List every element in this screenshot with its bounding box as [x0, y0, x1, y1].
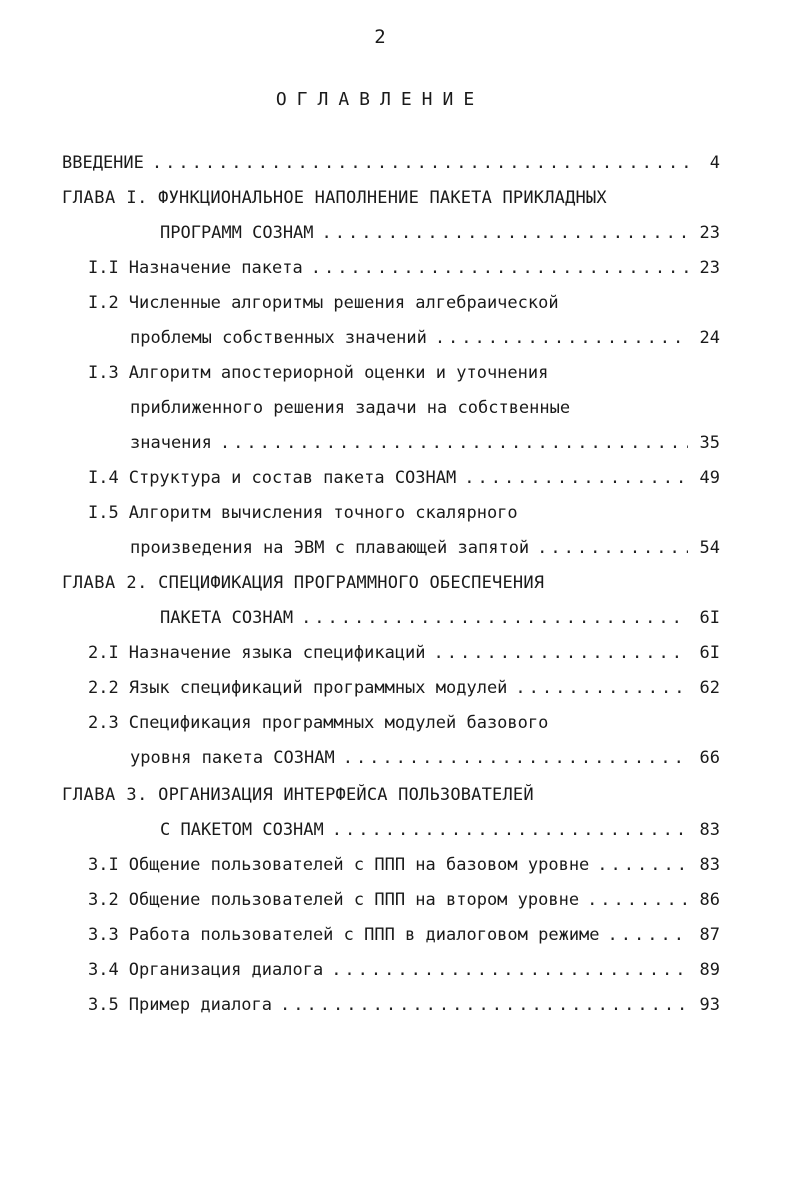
toc-page-number: 66 [699, 748, 720, 768]
section-number: I.5 [88, 503, 119, 523]
section-title: Назначение языка спецификаций [128, 643, 426, 663]
section-title: Алгоритм апостериорной оценки и уточнения [128, 363, 549, 383]
section-number: I.I [88, 258, 119, 278]
toc-section-2-1[interactable] [88, 636, 720, 670]
section-title: значения [130, 433, 212, 453]
section-title: Общение пользователей с ППП на базовом уровне [128, 855, 590, 875]
section-title: приближенного решения задачи на собственные [130, 398, 571, 418]
toc-page-number: 35 [699, 433, 720, 453]
chapter-title-line: ПРОГРАММ СОЗНАМ [160, 223, 314, 243]
toc-section-2-3-cont[interactable] [130, 741, 720, 775]
toc-page-number: 23 [699, 258, 720, 278]
leader-dots [220, 426, 688, 460]
toc-section-1-3-cont2[interactable] [130, 426, 720, 460]
leader-dots [587, 883, 688, 917]
chapter-2-heading-cont[interactable] [160, 601, 720, 635]
section-title: Работа пользователей с ППП в диалоговом режиме [128, 925, 600, 945]
chapter-label: ГЛАВА 3. [62, 785, 148, 805]
page-number: 2 [374, 26, 386, 48]
page-title: ОГЛАВЛЕНИЕ [275, 89, 485, 110]
toc-section-1-2-cont[interactable] [130, 321, 720, 355]
leader-dots [311, 251, 688, 285]
toc-page-number: 83 [699, 855, 720, 875]
chapter-title-line: ФУНКЦИОНАЛЬНОЕ НАПОЛНЕНИЕ ПАКЕТА ПРИКЛАДНЫХ [158, 188, 607, 208]
toc-page-number: 89 [699, 960, 720, 980]
toc-section-1-5[interactable] [88, 496, 518, 530]
leader-dots [343, 741, 688, 775]
toc-section-1-3[interactable] [88, 356, 548, 390]
toc-section-1-5-cont[interactable] [130, 531, 720, 565]
section-title: уровня пакета СОЗНАМ [130, 748, 335, 768]
toc-section-1-1[interactable] [88, 251, 720, 285]
leader-dots [515, 671, 688, 705]
section-title: Структура и состав пакета СОЗНАМ [128, 468, 457, 488]
leader-dots [152, 146, 688, 180]
section-title: Язык спецификаций программных модулей [128, 678, 508, 698]
toc-page-number: 62 [699, 678, 720, 698]
section-number: 2.3 [88, 713, 119, 733]
chapter-2-heading[interactable] [62, 566, 544, 600]
leader-dots [280, 988, 688, 1022]
leader-dots [464, 461, 688, 495]
toc-page-number: 93 [699, 995, 720, 1015]
toc-section-3-4[interactable] [88, 953, 720, 987]
toc-page-number: 49 [699, 468, 720, 488]
toc-section-3-2[interactable] [88, 883, 720, 917]
leader-dots [322, 216, 688, 250]
leader-dots [434, 636, 688, 670]
section-title: Численные алгоритмы решения алгебраической [128, 293, 559, 313]
toc-section-3-5[interactable] [88, 988, 720, 1022]
section-number: 3.5 [88, 995, 119, 1015]
toc-entry-intro[interactable] [62, 146, 720, 180]
toc-page-number: 83 [699, 820, 720, 840]
leader-dots [301, 601, 688, 635]
section-title: Алгоритм вычисления точного скалярного [128, 503, 518, 523]
leader-dots [435, 321, 688, 355]
section-number: 2.I [88, 643, 119, 663]
toc-page-number: 6I [699, 643, 720, 663]
section-number: I.2 [88, 293, 119, 313]
section-title: Назначение пакета [128, 258, 303, 278]
leader-dots [597, 848, 688, 882]
chapter-3-heading-cont[interactable] [160, 813, 720, 847]
toc-section-1-3-cont[interactable] [130, 391, 570, 425]
chapter-label: ГЛАВА 2. [62, 573, 148, 593]
section-title: Организация диалога [128, 960, 324, 980]
toc-section-3-1[interactable] [88, 848, 720, 882]
chapter-title-line: ПАКЕТА СОЗНАМ [160, 608, 294, 628]
leader-dots [608, 918, 688, 952]
section-number: 3.3 [88, 925, 119, 945]
toc-page-number: 4 [709, 153, 720, 173]
section-number: 2.2 [88, 678, 119, 698]
section-title: Пример диалога [128, 995, 273, 1015]
chapter-title-line: ОРГАНИЗАЦИЯ ИНТЕРФЕЙСА ПОЛЬЗОВАТЕЛЕЙ [158, 785, 534, 805]
toc-page-number: 86 [699, 890, 720, 910]
toc-page-number: 6I [699, 608, 720, 628]
leader-dots [331, 953, 688, 987]
toc-section-1-4[interactable] [88, 461, 720, 495]
toc-section-1-2[interactable] [88, 286, 559, 320]
chapter-title-line: СПЕЦИФИКАЦИЯ ПРОГРАММНОГО ОБЕСПЕЧЕНИЯ [158, 573, 545, 593]
leader-dots [537, 531, 688, 565]
section-title: проблемы собственных значений [130, 328, 427, 348]
chapter-1-heading-cont[interactable] [160, 216, 720, 250]
toc-section-2-2[interactable] [88, 671, 720, 705]
toc-page-number: 54 [699, 538, 720, 558]
toc-entry-text: ВВЕДЕНИЕ [62, 153, 144, 173]
section-number: I.3 [88, 363, 119, 383]
chapter-label: ГЛАВА I. [62, 188, 148, 208]
section-title: Спецификация программных модулей базового [128, 713, 549, 733]
chapter-3-heading[interactable] [62, 778, 534, 812]
chapter-title-line: С ПАКЕТОМ СОЗНАМ [160, 820, 324, 840]
toc-page-number: 87 [699, 925, 720, 945]
section-number: 3.I [88, 855, 119, 875]
toc-section-3-3[interactable] [88, 918, 720, 952]
section-title: Общение пользователей с ППП на втором уровне [128, 890, 580, 910]
toc-section-2-3[interactable] [88, 706, 548, 740]
section-number: 3.4 [88, 960, 119, 980]
chapter-1-heading[interactable] [62, 181, 607, 215]
toc-page-number: 23 [699, 223, 720, 243]
section-title: произведения на ЭВМ с плавающей запятой [130, 538, 530, 558]
toc-page-number: 24 [699, 328, 720, 348]
leader-dots [332, 813, 688, 847]
section-number: 3.2 [88, 890, 119, 910]
section-number: I.4 [88, 468, 119, 488]
